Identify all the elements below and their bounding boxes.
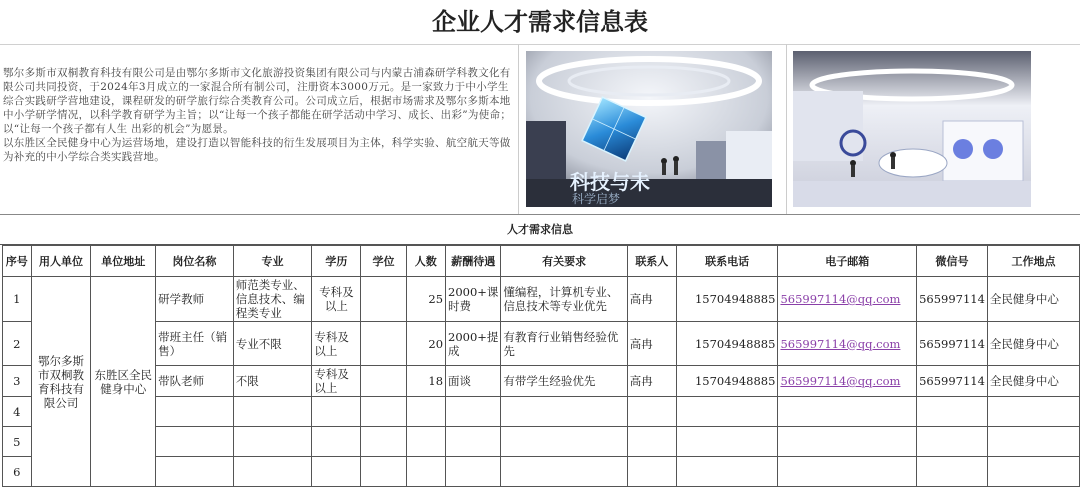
company-intro: [0, 44, 1080, 215]
cell-education: [312, 397, 361, 427]
cell-salary: [446, 457, 501, 487]
cell-education: [312, 427, 361, 457]
table-row: [3, 427, 1080, 457]
cell-wechat: [917, 397, 988, 427]
cell-requirement: [501, 427, 627, 457]
intro-paragraph: 以东胜区全民健身中心为运营场地，建设打造以智能科技的衍生发展项目为主体，科学实验、航空航天等做为补充的中小学综合类实践营地。: [3, 137, 511, 163]
col-header: 序号: [3, 246, 32, 277]
cell-education: 专科及以上: [312, 366, 361, 397]
table-row: [3, 277, 1080, 322]
col-header: 联系人: [627, 246, 676, 277]
cell-salary: [446, 397, 501, 427]
cell-education: [312, 457, 361, 487]
table-row: [3, 366, 1080, 397]
cell-email: [778, 457, 917, 487]
cell-company: 鄂尔多斯市双桐教育科技有限公司: [31, 277, 91, 487]
cell-requirement: 有带学生经验优先: [501, 366, 627, 397]
cell-wechat: [917, 457, 988, 487]
col-header: 联系电话: [676, 246, 778, 277]
cell-salary: 面谈: [446, 366, 501, 397]
cell-contact: [627, 427, 676, 457]
cell-position: 研学教师: [156, 277, 234, 322]
photo-caption: 科技与未: [570, 170, 650, 194]
cell-count: [406, 427, 445, 457]
col-header: 微信号: [917, 246, 988, 277]
cell-degree: [361, 427, 406, 457]
table-row: [3, 322, 1080, 366]
col-header: 薪酬待遇: [446, 246, 501, 277]
email-link[interactable]: 565997114@qq.com: [780, 374, 901, 388]
cell-count: [406, 457, 445, 487]
cell-no: 1: [3, 277, 32, 322]
cell-requirement: 有教育行业销售经验优先: [501, 322, 627, 366]
cell-degree: [361, 457, 406, 487]
cell-contact: 高冉: [627, 277, 676, 322]
table-row: [3, 457, 1080, 487]
cell-major: 专业不限: [233, 322, 312, 366]
cell-email: [778, 397, 917, 427]
col-header: 单位地址: [91, 246, 156, 277]
cell-position: 带班主任（销售）: [156, 322, 234, 366]
cell-contact: 高冉: [627, 322, 676, 366]
cell-position: [156, 457, 234, 487]
cell-position: 带队老师: [156, 366, 234, 397]
cell-no: 3: [3, 366, 32, 397]
cell-phone: 15704948885: [676, 322, 778, 366]
cell-degree: [361, 277, 406, 322]
cell-no: 4: [3, 397, 32, 427]
intro-text: [3, 66, 513, 164]
section-title: 人才需求信息: [0, 216, 1080, 245]
email-link[interactable]: 565997114@qq.com: [780, 336, 901, 351]
cell-location: [987, 397, 1079, 427]
cell-contact: 高冉: [627, 366, 676, 397]
cell-contact: [627, 457, 676, 487]
col-header: 岗位名称: [156, 246, 234, 277]
col-header: 学位: [361, 246, 406, 277]
col-header: 有关要求: [501, 246, 627, 277]
cell-location: 全民健身中心: [987, 366, 1079, 397]
cell-contact: [627, 397, 676, 427]
cell-requirement: [501, 457, 627, 487]
divider: [518, 44, 519, 214]
cell-count: 25: [406, 277, 445, 322]
col-header: 电子邮箱: [778, 246, 917, 277]
cell-address: 东胜区全民健身中心: [91, 277, 156, 487]
cell-major: [233, 397, 312, 427]
photo-caption: 科学启梦: [572, 192, 621, 206]
email-link[interactable]: 565997114@qq.com: [780, 292, 901, 306]
cell-major: 不限: [233, 366, 312, 397]
cell-major: [233, 427, 312, 457]
cell-email: [778, 366, 917, 397]
cell-location: 全民健身中心: [987, 322, 1079, 366]
cell-email: [778, 427, 917, 457]
col-header: 学历: [312, 246, 361, 277]
col-header: 专业: [233, 246, 312, 277]
cell-location: 全民健身中心: [987, 277, 1079, 322]
cell-no: 2: [3, 322, 32, 366]
cell-position: [156, 427, 234, 457]
intro-paragraph: 鄂尔多斯市双桐教育科技有限公司是由鄂尔多斯市文化旅游投资集团有限公司与内蒙古浦森研学科教文化有限公司共同投资，于2024年3月成立的一家混合所有制公司，注册资本3000万元。是一家致力于中小学生综合实践研学营地建设，课程研发的研学旅行综合类教育公司。公司成立后，根据市场需求及鄂尔多斯本地中小学研学情况，以科学教育研学为主旨；以“让每一个孩子都能在研学活动中学习、成长、出彩”为使命；以“让每一个孩子都有人生 出彩的机会”为愿景。: [3, 67, 512, 135]
cell-wechat: 565997114: [917, 366, 988, 397]
cell-no: 5: [3, 427, 32, 457]
cell-education: 专科及以上: [312, 322, 361, 366]
cell-degree: [361, 397, 406, 427]
cell-email: [778, 277, 917, 322]
cell-requirement: 懂编程，计算机专业、信息技术等专业优先: [501, 277, 627, 322]
cell-phone: [676, 457, 778, 487]
divider: [786, 44, 787, 214]
cell-degree: [361, 322, 406, 366]
cell-major: [233, 457, 312, 487]
cell-count: 20: [406, 322, 445, 366]
cell-wechat: [917, 427, 988, 457]
talent-table: [2, 245, 1080, 487]
cell-location: [987, 427, 1079, 457]
photo-science-hall: [526, 51, 772, 207]
cell-salary: 2000+课时费: [446, 277, 501, 322]
cell-wechat: 565997114: [917, 277, 988, 322]
cell-location: [987, 457, 1079, 487]
cell-email: [778, 322, 917, 366]
col-header: 用人单位: [31, 246, 91, 277]
cell-education: 专科及以上: [312, 277, 361, 322]
col-header: 人数: [406, 246, 445, 277]
cell-major: 师范类专业、信息技术、编程类专业: [233, 277, 312, 322]
cell-wechat: 565997114: [917, 322, 988, 366]
table-header-row: [3, 246, 1080, 277]
cell-salary: [446, 427, 501, 457]
cell-position: [156, 397, 234, 427]
col-header: 工作地点: [987, 246, 1079, 277]
cell-count: [406, 397, 445, 427]
photo-exhibit-hall: [793, 51, 1031, 207]
cell-degree: [361, 366, 406, 397]
cell-salary: 2000+提成: [446, 322, 501, 366]
page-title: 企业人才需求信息表: [0, 0, 1080, 45]
cell-phone: [676, 427, 778, 457]
cell-phone: [676, 397, 778, 427]
table-row: [3, 397, 1080, 427]
cell-requirement: [501, 397, 627, 427]
cell-phone: 15704948885: [676, 277, 778, 322]
cell-no: 6: [3, 457, 32, 487]
cell-count: 18: [406, 366, 445, 397]
cell-phone: 15704948885: [676, 366, 778, 397]
